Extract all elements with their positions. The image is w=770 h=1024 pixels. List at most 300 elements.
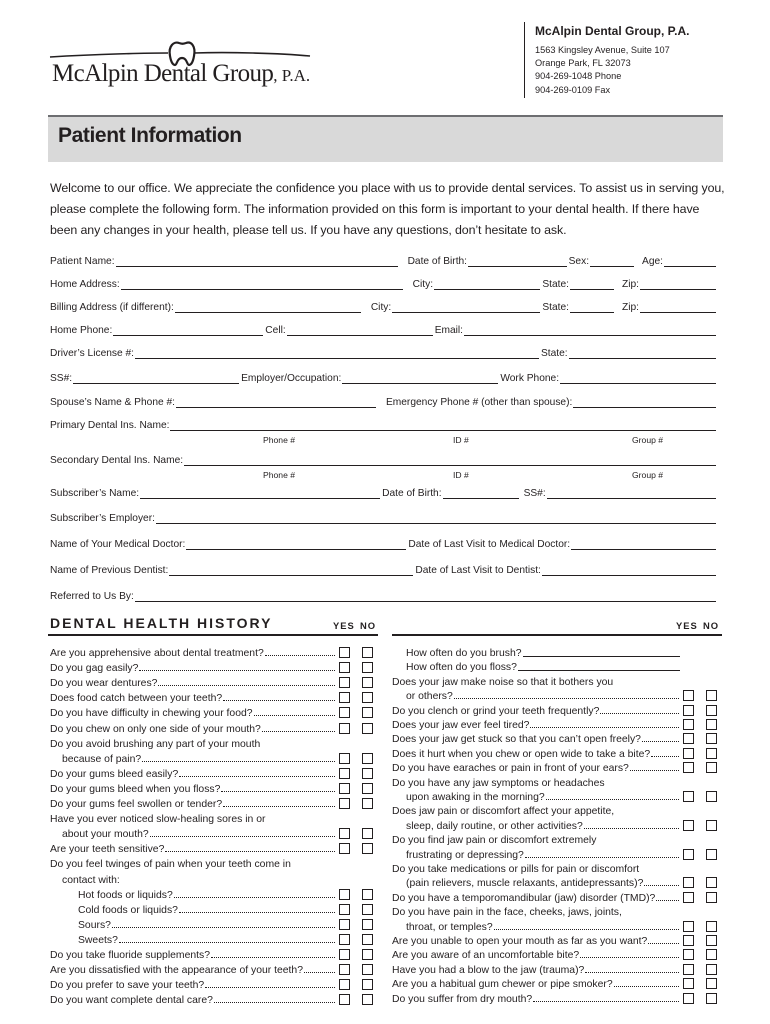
history-question xyxy=(406,788,680,803)
label-medical-doctor: Name of Your Medical Doctor: xyxy=(50,539,186,550)
header-divider xyxy=(524,22,525,98)
history-question xyxy=(392,745,680,760)
yes-checkbox[interactable] xyxy=(339,949,350,960)
subscriber-employer-field[interactable] xyxy=(156,512,716,524)
history-question-text: Does jaw pain or discomfort affect your appetite, xyxy=(392,806,615,818)
history-question xyxy=(406,918,680,933)
no-checkbox[interactable] xyxy=(706,719,717,730)
history-question xyxy=(392,946,680,961)
history-question xyxy=(406,874,680,889)
practice-logo xyxy=(48,38,313,93)
label-city: City: xyxy=(412,279,434,290)
billing-zip-field[interactable] xyxy=(640,301,716,313)
history-question-text: Do you want complete dental care? xyxy=(50,995,213,1007)
yes-checkbox[interactable] xyxy=(683,690,694,701)
work-phone-field[interactable] xyxy=(560,372,716,384)
yes-checkbox[interactable] xyxy=(339,904,350,915)
label-email: Email: xyxy=(434,325,463,336)
history-question xyxy=(78,916,336,931)
yes-checkbox[interactable] xyxy=(683,849,694,860)
no-checkbox[interactable] xyxy=(706,877,717,888)
home-phone-field[interactable] xyxy=(113,324,263,336)
label-home-phone: Home Phone: xyxy=(50,325,113,336)
no-checkbox[interactable] xyxy=(706,791,717,802)
leader-dots xyxy=(648,943,679,944)
history-question xyxy=(392,932,680,947)
yes-checkbox[interactable] xyxy=(339,934,350,945)
billing-address-field[interactable] xyxy=(175,301,361,313)
history-question-text: Does your jaw make noise so that it bothers you xyxy=(392,676,614,688)
history-question xyxy=(392,961,680,976)
no-checkbox[interactable] xyxy=(706,690,717,701)
yes-checkbox[interactable] xyxy=(683,733,694,744)
leader-dots xyxy=(530,727,679,728)
spouse-field[interactable] xyxy=(176,396,376,408)
history-question xyxy=(392,774,680,789)
history-question-text: Do you prefer to save your teeth? xyxy=(50,980,205,992)
label-dl-state: State: xyxy=(541,348,568,359)
history-question xyxy=(62,825,336,840)
history-question-text: Are you a habitual gum chewer or pipe smoker? xyxy=(392,979,613,991)
history-question-text: Cold foods or liquids? xyxy=(78,904,178,916)
no-checkbox[interactable] xyxy=(362,994,373,1005)
history-question xyxy=(50,795,336,810)
history-question xyxy=(406,817,680,832)
no-checkbox[interactable] xyxy=(706,978,717,989)
row-primary-ins xyxy=(50,418,718,432)
leader-dots xyxy=(158,685,335,686)
no-checkbox[interactable] xyxy=(362,919,373,930)
leader-dots xyxy=(262,731,335,732)
subscriber-ss-field[interactable] xyxy=(547,487,716,499)
yes-checkbox[interactable] xyxy=(339,753,350,764)
label-subscriber-dob: Date of Birth: xyxy=(382,488,442,499)
label-subscriber-employer: Subscriber’s Employer: xyxy=(50,513,155,524)
label-state: State: xyxy=(542,279,570,290)
drivers-license-field[interactable] xyxy=(135,347,539,359)
yes-checkbox[interactable] xyxy=(339,783,350,794)
email-field[interactable] xyxy=(464,324,716,336)
history-question-text: frustrating or depressing? xyxy=(406,849,524,861)
no-checkbox[interactable] xyxy=(706,762,717,773)
leader-dots xyxy=(304,972,335,973)
yes-checkbox[interactable] xyxy=(683,993,694,1004)
history-question-text: Do you take fluoride supplements? xyxy=(50,950,210,961)
history-question-text: How often do you brush? xyxy=(406,648,522,659)
yes-checkbox[interactable] xyxy=(683,705,694,716)
no-checkbox[interactable] xyxy=(362,798,373,809)
leader-dots xyxy=(112,927,335,928)
history-question-text: sleep, daily routine, or other activities? xyxy=(406,820,583,832)
ss-field[interactable] xyxy=(73,372,239,384)
no-checkbox[interactable] xyxy=(706,935,717,946)
history-question-text: Do you gag easily? xyxy=(50,663,139,675)
billing-state-field[interactable] xyxy=(570,301,614,313)
history-question-text: Does your jaw ever feel tired? xyxy=(392,720,530,731)
yes-checkbox[interactable] xyxy=(339,919,350,930)
history-question-text: Sweets? xyxy=(78,934,118,946)
history-question-text: Do you feel twinges of pain when your teeth come in xyxy=(50,859,291,871)
yes-checkbox[interactable] xyxy=(339,662,350,673)
no-checkbox[interactable] xyxy=(362,843,373,854)
no-checkbox[interactable] xyxy=(706,892,717,903)
leader-dots xyxy=(254,715,335,716)
yes-checkbox[interactable] xyxy=(683,892,694,903)
row-phones xyxy=(50,323,718,337)
history-question-text: Do your gums bleed easily? xyxy=(50,768,179,780)
yes-checkbox[interactable] xyxy=(339,647,350,658)
history-question xyxy=(78,901,336,916)
history-question-text: about your mouth? xyxy=(62,829,149,841)
history-question-text: (pain relievers, muscle relaxants, antidepressants)? xyxy=(406,878,644,890)
row-referred-by xyxy=(50,589,718,603)
history-question-text: Do you find jaw pain or discomfort extremely xyxy=(392,835,597,847)
history-question-text: Are you aware of an uncomfortable bite? xyxy=(392,950,580,962)
leader-dots xyxy=(139,670,335,671)
no-checkbox[interactable] xyxy=(362,828,373,839)
history-question-text: Do you avoid brushing any part of your mouth xyxy=(50,738,261,750)
yes-checkbox[interactable] xyxy=(339,994,350,1005)
referred-by-field[interactable] xyxy=(135,590,716,602)
primary-phone-sublabel: Phone # xyxy=(263,435,296,445)
yes-checkbox[interactable] xyxy=(683,949,694,960)
no-checkbox[interactable] xyxy=(706,705,717,716)
history-question-text: Do you have any jaw symptoms or headaches xyxy=(392,777,605,789)
no-checkbox[interactable] xyxy=(362,677,373,688)
address-line-1: 1563 Kingsley Avenue, Suite 107 xyxy=(535,45,670,55)
no-checkbox[interactable] xyxy=(362,723,373,734)
history-question xyxy=(50,780,336,795)
address-line-2: Orange Park, FL 32073 xyxy=(535,58,631,69)
history-question xyxy=(50,976,336,991)
yes-checkbox[interactable] xyxy=(339,723,350,734)
city-field[interactable] xyxy=(434,278,540,290)
label-previous-dentist: Name of Previous Dentist: xyxy=(50,565,169,576)
history-question xyxy=(62,750,336,765)
label-employer: Employer/Occupation: xyxy=(241,373,342,384)
history-question xyxy=(50,840,336,855)
history-question xyxy=(392,831,680,846)
history-question xyxy=(406,687,680,702)
leader-dots xyxy=(150,836,335,837)
label-secondary-ins: Secondary Dental Ins. Name: xyxy=(50,455,184,466)
previous-dentist-field[interactable] xyxy=(169,564,413,576)
last-visit-dentist-field[interactable] xyxy=(542,564,716,576)
no-checkbox[interactable] xyxy=(706,949,717,960)
yes-checkbox[interactable] xyxy=(683,791,694,802)
yes-checkbox[interactable] xyxy=(683,978,694,989)
row-spouse xyxy=(50,395,718,409)
left-heading-rule xyxy=(48,634,378,636)
age-field[interactable] xyxy=(664,255,716,267)
practice-address-block xyxy=(535,24,689,97)
no-checkbox[interactable] xyxy=(362,949,373,960)
history-question-text: Do you chew on only one side of your mouth? xyxy=(50,723,261,735)
history-question xyxy=(62,871,336,886)
row-previous-dentist xyxy=(50,563,718,577)
row-billing-address xyxy=(50,300,718,314)
left-no-header: NO xyxy=(360,620,377,631)
history-question-text: Do you wear dentures? xyxy=(50,678,158,690)
leader-dots xyxy=(265,655,335,656)
history-question-text: contact with: xyxy=(62,874,120,886)
secondary-group-sublabel: Group # xyxy=(632,470,664,480)
no-checkbox[interactable] xyxy=(362,783,373,794)
yes-checkbox[interactable] xyxy=(339,692,350,703)
history-question-text: Are you unable to open your mouth as far as you want? xyxy=(392,936,648,947)
leader-dots xyxy=(223,806,335,807)
history-question-text: throat, or temples? xyxy=(406,921,493,933)
label-spouse: Spouse’s Name & Phone #: xyxy=(50,397,175,408)
billing-city-field[interactable] xyxy=(392,301,540,313)
history-question-text: Are your teeth sensitive? xyxy=(50,844,165,856)
yes-checkbox[interactable] xyxy=(339,979,350,990)
no-checkbox[interactable] xyxy=(362,707,373,718)
history-question-text: Are you apprehensive about dental treatment? xyxy=(50,648,264,659)
no-checkbox[interactable] xyxy=(362,934,373,945)
history-question-text: Do you have a temporomandibular (jaw) disorder (TMD)? xyxy=(392,892,656,904)
no-checkbox[interactable] xyxy=(706,820,717,831)
subscriber-name-field[interactable] xyxy=(140,487,380,499)
subscriber-dob-field[interactable] xyxy=(443,487,519,499)
history-question-text: Are you dissatisfied with the appearance of your teeth? xyxy=(50,965,303,977)
history-question xyxy=(78,886,336,901)
label-billing-zip: Zip: xyxy=(622,302,639,313)
label-emergency-phone: Emergency Phone # (other than spouse): xyxy=(385,397,573,408)
leader-dots xyxy=(179,912,335,913)
leader-dots xyxy=(644,885,679,886)
yes-checkbox[interactable] xyxy=(683,748,694,759)
practice-phone: 904-269-1048 Phone xyxy=(535,71,622,82)
label-patient-name: Patient Name: xyxy=(50,256,115,267)
yes-checkbox[interactable] xyxy=(339,964,350,975)
state-field[interactable] xyxy=(570,278,614,290)
practice-name: McAlpin Dental Group, P.A. xyxy=(535,24,690,38)
yes-checkbox[interactable] xyxy=(339,828,350,839)
leader-dots xyxy=(614,986,679,987)
leader-dots xyxy=(600,713,679,714)
no-checkbox[interactable] xyxy=(706,921,717,932)
leader-dots xyxy=(585,972,679,973)
history-question xyxy=(50,961,336,976)
no-checkbox[interactable] xyxy=(362,904,373,915)
label-billing-state: State: xyxy=(542,302,570,313)
label-referred-by: Referred to Us By: xyxy=(50,591,134,602)
leader-dots xyxy=(205,987,335,988)
history-question xyxy=(392,903,680,918)
primary-ins-field[interactable] xyxy=(170,419,716,431)
yes-checkbox[interactable] xyxy=(683,762,694,773)
no-checkbox[interactable] xyxy=(706,964,717,975)
yes-checkbox[interactable] xyxy=(339,707,350,718)
leader-dots xyxy=(630,770,679,771)
history-question xyxy=(50,855,336,870)
dl-state-field[interactable] xyxy=(569,347,716,359)
secondary-ins-field[interactable] xyxy=(184,454,716,466)
history-question xyxy=(50,991,336,1006)
history-question-text: Do your gums feel swollen or tender? xyxy=(50,799,223,810)
history-question xyxy=(392,889,680,904)
history-question xyxy=(50,735,336,750)
label-last-visit-dentist: Date of Last Visit to Dentist: xyxy=(415,565,541,576)
medical-doctor-field[interactable] xyxy=(186,538,406,550)
label-last-visit-doctor: Date of Last Visit to Medical Doctor: xyxy=(408,539,571,550)
history-question xyxy=(50,704,336,719)
dob-field[interactable] xyxy=(468,255,567,267)
no-checkbox[interactable] xyxy=(362,964,373,975)
last-visit-doctor-field[interactable] xyxy=(571,538,716,550)
no-checkbox[interactable] xyxy=(706,993,717,1004)
history-question xyxy=(406,658,680,673)
leader-dots xyxy=(142,761,335,762)
history-question-text: Sours? xyxy=(78,919,111,931)
no-checkbox[interactable] xyxy=(706,849,717,860)
secondary-phone-sublabel: Phone # xyxy=(263,470,296,480)
row-secondary-ins xyxy=(50,453,718,467)
label-drivers-license: Driver’s License #: xyxy=(50,348,134,359)
leader-dots xyxy=(651,756,679,757)
row-ss-employer xyxy=(50,371,718,385)
leader-dots xyxy=(119,942,335,943)
logo-wordmark: McAlpin Dental Group, P.A. xyxy=(52,60,311,87)
emergency-phone-field[interactable] xyxy=(573,396,716,408)
history-question xyxy=(50,644,336,659)
history-question-text: because of pain? xyxy=(62,753,142,765)
leader-dots xyxy=(494,929,679,930)
history-question xyxy=(392,759,680,774)
yes-checkbox[interactable] xyxy=(683,877,694,888)
yes-checkbox[interactable] xyxy=(339,843,350,854)
zip-field[interactable] xyxy=(640,278,716,290)
label-subscriber-name: Subscriber’s Name: xyxy=(50,488,140,499)
yes-checkbox[interactable] xyxy=(339,768,350,779)
label-dob: Date of Birth: xyxy=(407,256,468,267)
history-heading: DENTAL HEALTH HISTORY xyxy=(50,615,273,631)
history-question-text: Do you have earaches or pain in front of your ears? xyxy=(392,763,629,775)
row-subscriber-name xyxy=(50,486,718,500)
history-question-text: Does your jaw get stuck so that you can’t open freely? xyxy=(392,734,641,746)
history-question xyxy=(50,674,336,689)
leader-dots xyxy=(223,700,335,701)
history-question-text: or others? xyxy=(406,691,453,703)
practice-fax: 904-269-0109 Fax xyxy=(535,84,611,95)
label-cell: Cell: xyxy=(265,325,286,336)
label-age: Age: xyxy=(642,256,663,267)
no-checkbox[interactable] xyxy=(362,979,373,990)
history-question-text: Do you have pain in the face, cheeks, jaws, joints, xyxy=(392,907,622,919)
leader-dots xyxy=(179,776,335,777)
history-question xyxy=(50,765,336,780)
leader-dots xyxy=(454,698,679,699)
employer-field[interactable] xyxy=(342,372,498,384)
leader-dots xyxy=(165,851,335,852)
label-billing-address: Billing Address (if different): xyxy=(50,302,174,313)
history-question xyxy=(50,659,336,674)
row-subscriber-employer xyxy=(50,511,718,525)
history-question xyxy=(392,716,680,731)
no-checkbox[interactable] xyxy=(362,692,373,703)
leader-dots xyxy=(533,1001,679,1002)
patient-name-field[interactable] xyxy=(116,255,398,267)
answer-line[interactable] xyxy=(523,645,680,657)
leader-dots xyxy=(656,900,679,901)
leader-dots xyxy=(580,957,679,958)
leader-dots xyxy=(221,791,335,792)
history-question-text: Do you suffer from dry mouth? xyxy=(392,993,533,1005)
answer-line[interactable] xyxy=(518,659,680,671)
label-zip: Zip: xyxy=(622,279,639,290)
left-yes-header: YES xyxy=(333,620,355,631)
label-home-address: Home Address: xyxy=(50,279,120,290)
home-address-field[interactable] xyxy=(121,278,403,290)
history-question-text: Do your gums bleed when you floss? xyxy=(50,783,221,795)
no-checkbox[interactable] xyxy=(362,753,373,764)
label-ss: SS#: xyxy=(50,373,73,384)
yes-checkbox[interactable] xyxy=(683,964,694,975)
no-checkbox[interactable] xyxy=(362,662,373,673)
cell-field[interactable] xyxy=(287,324,433,336)
history-question xyxy=(406,846,680,861)
no-checkbox[interactable] xyxy=(706,733,717,744)
leader-dots xyxy=(642,741,679,742)
row-medical-doctor xyxy=(50,537,718,551)
history-question-text: Does food catch between your teeth? xyxy=(50,693,223,705)
primary-group-sublabel: Group # xyxy=(632,435,664,445)
no-checkbox[interactable] xyxy=(362,889,373,900)
yes-checkbox[interactable] xyxy=(339,889,350,900)
no-checkbox[interactable] xyxy=(362,647,373,658)
yes-checkbox[interactable] xyxy=(339,798,350,809)
history-question-text: Have you ever noticed slow-healing sores in or xyxy=(50,814,266,826)
yes-checkbox[interactable] xyxy=(683,921,694,932)
leader-dots xyxy=(525,857,679,858)
yes-checkbox[interactable] xyxy=(339,677,350,688)
leader-dots xyxy=(211,957,335,958)
history-question xyxy=(392,702,680,717)
history-question-text: Have you had a blow to the jaw (trauma)? xyxy=(392,964,585,976)
yes-checkbox[interactable] xyxy=(683,820,694,831)
history-question-text: Does it hurt when you chew or open wide to take a bite? xyxy=(392,748,651,760)
page-title: Patient Information xyxy=(58,124,242,147)
history-question-text: How often do you floss? xyxy=(406,662,517,674)
row-drivers-license xyxy=(50,346,718,360)
label-subscriber-ss: SS#: xyxy=(523,488,546,499)
label-sex: Sex: xyxy=(568,256,590,267)
row-patient-name xyxy=(50,254,718,268)
right-yes-header: YES xyxy=(676,620,698,631)
history-question xyxy=(392,673,680,688)
leader-dots xyxy=(584,828,679,829)
history-question xyxy=(406,644,680,659)
secondary-id-sublabel: ID # xyxy=(453,470,469,480)
history-question xyxy=(50,946,336,961)
no-checkbox[interactable] xyxy=(362,768,373,779)
row-home-address xyxy=(50,277,718,291)
sex-field[interactable] xyxy=(590,255,634,267)
history-question-text: upon awaking in the morning? xyxy=(406,792,545,803)
label-billing-city: City: xyxy=(370,302,392,313)
leader-dots xyxy=(174,897,335,898)
no-checkbox[interactable] xyxy=(706,748,717,759)
leader-dots xyxy=(214,1002,335,1003)
history-question xyxy=(392,990,680,1005)
yes-checkbox[interactable] xyxy=(683,719,694,730)
label-work-phone: Work Phone: xyxy=(500,373,560,384)
history-question xyxy=(50,689,336,704)
history-question xyxy=(392,975,680,990)
yes-checkbox[interactable] xyxy=(683,935,694,946)
title-band xyxy=(48,115,723,162)
